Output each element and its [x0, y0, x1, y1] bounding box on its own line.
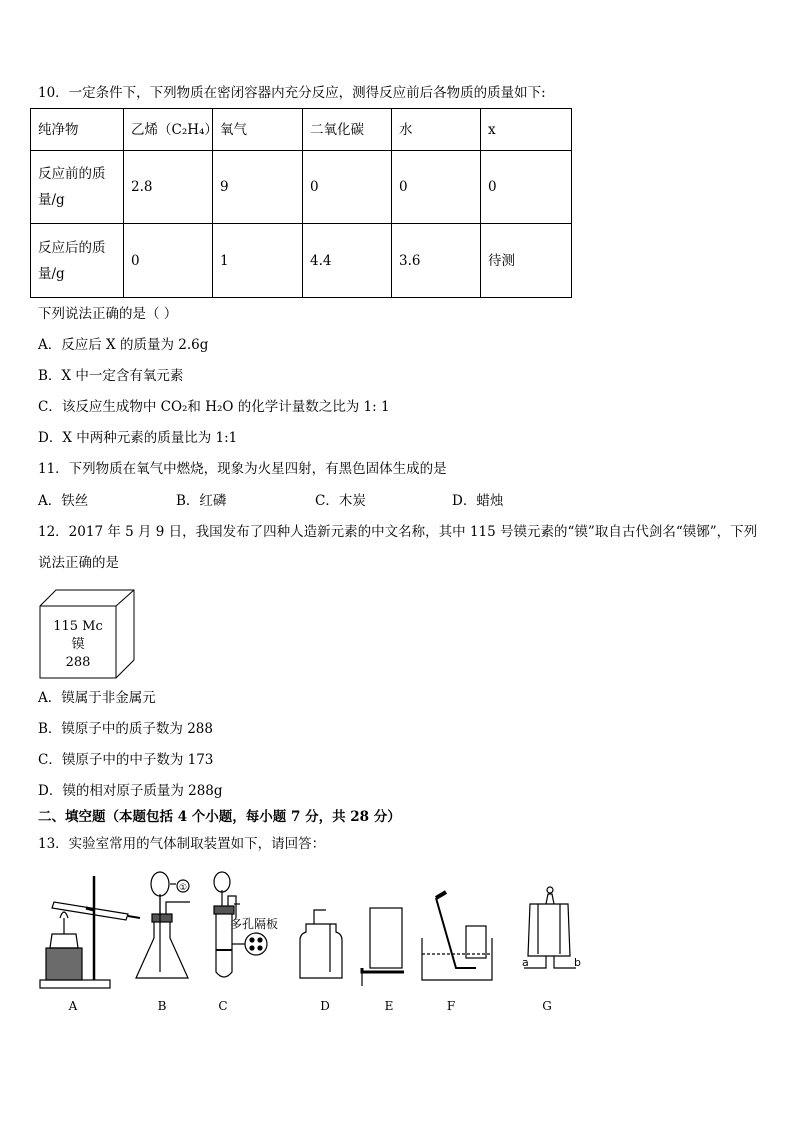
q13-stem: 13．实验室常用的气体制取装置如下，请回答：	[38, 836, 326, 852]
q10-header-row	[31, 109, 572, 151]
apparatus-label: E	[384, 999, 394, 1013]
q10-option-c: C．该反应生成物中 CO₂和 H₂O 的化学计量数之比为 1: 1	[38, 399, 390, 415]
element-card	[38, 588, 138, 680]
apparatus-d-icon	[300, 910, 342, 978]
q10-row-before	[31, 151, 572, 224]
header-cell: 水	[392, 109, 481, 151]
apparatus-label: G	[542, 999, 552, 1013]
q11-option-b: B．红磷	[176, 493, 227, 509]
header-cell: 氧气	[213, 109, 303, 151]
apparatus-g-icon	[524, 887, 576, 968]
q12-option-d: D．镆的相对原子质量为 288g	[38, 783, 223, 799]
q10-option-a: A．反应后 X 的质量为 2.6g	[38, 337, 209, 353]
cell: 0	[392, 151, 481, 224]
apparatus-label: D	[320, 999, 330, 1013]
apparatus-e-icon	[362, 908, 404, 986]
apparatus-label: A	[68, 999, 78, 1013]
q10-option-b: B．X 中一定含有氧元素	[38, 368, 184, 384]
q10-table	[30, 108, 572, 298]
apparatus-a-icon	[40, 876, 140, 988]
q12-stem-line2: 说法正确的是	[38, 555, 119, 571]
q11-option-d: D．蜡烛	[452, 493, 504, 509]
cell: 0	[481, 151, 572, 224]
label-port-a: a	[522, 956, 529, 969]
q12-option-c: C．镆原子中的中子数为 173	[38, 752, 214, 768]
cell: 1	[213, 224, 303, 298]
q12-stem-line1: 12．2017 年 5 月 9 日，我国发布了四种人造新元素的中文名称，其中 115 号镆元素的“镆”取自古代剑名“镆铘”，下列	[38, 524, 758, 540]
cell: 待测	[481, 224, 572, 298]
q11-option-c: C．木炭	[315, 493, 366, 509]
header-cell: 二氧化碳	[303, 109, 392, 151]
q10-row-after	[31, 224, 572, 298]
q12-option-b: B．镆原子中的质子数为 288	[38, 721, 213, 737]
label-circle-one: ①	[178, 883, 188, 893]
apparatus-label: B	[157, 999, 167, 1013]
cell: 0	[124, 224, 213, 298]
q10-stem: 10．一定条件下，下列物质在密闭容器内充分反应，测得反应前后各物质的质量如下:	[38, 85, 546, 101]
apparatus-f-icon	[422, 892, 492, 980]
cell: 2.8	[124, 151, 213, 224]
cell: 4.4	[303, 224, 392, 298]
apparatus-label: F	[446, 999, 456, 1013]
label-porous-plate: 多孔隔板	[230, 917, 279, 931]
header-cell: 纯净物	[31, 109, 124, 151]
q10-option-d: D．X 中两种元素的质量比为 1:1	[38, 430, 238, 446]
element-name: 镆	[71, 637, 85, 652]
label-port-b: b	[574, 956, 581, 969]
q11-stem: 11．下列物质在氧气中燃烧，现象为火星四射，有黑色固体生成的是	[38, 461, 447, 477]
cell: 0	[303, 151, 392, 224]
q11-option-a: A．铁丝	[38, 493, 89, 509]
header-cell: x	[481, 109, 572, 151]
element-mass: 288	[65, 655, 91, 670]
cell: 3.6	[392, 224, 481, 298]
row-label: 反应后的质 量/g	[31, 224, 124, 298]
row-label: 反应前的质 量/g	[31, 151, 124, 224]
q10-prompt: 下列说法正确的是（ ）	[38, 306, 178, 322]
section-heading: 二、填空题（本题包括 4 个小题，每小题 7 分，共 28 分）	[38, 809, 401, 825]
apparatus-figure	[36, 868, 596, 1018]
element-number-symbol: 115 Mc	[53, 619, 103, 634]
apparatus-label: C	[218, 999, 228, 1013]
cell: 9	[213, 151, 303, 224]
header-cell: 乙烯（C₂H₄）	[124, 109, 213, 151]
q12-option-a: A．镆属于非金属元	[38, 690, 156, 706]
